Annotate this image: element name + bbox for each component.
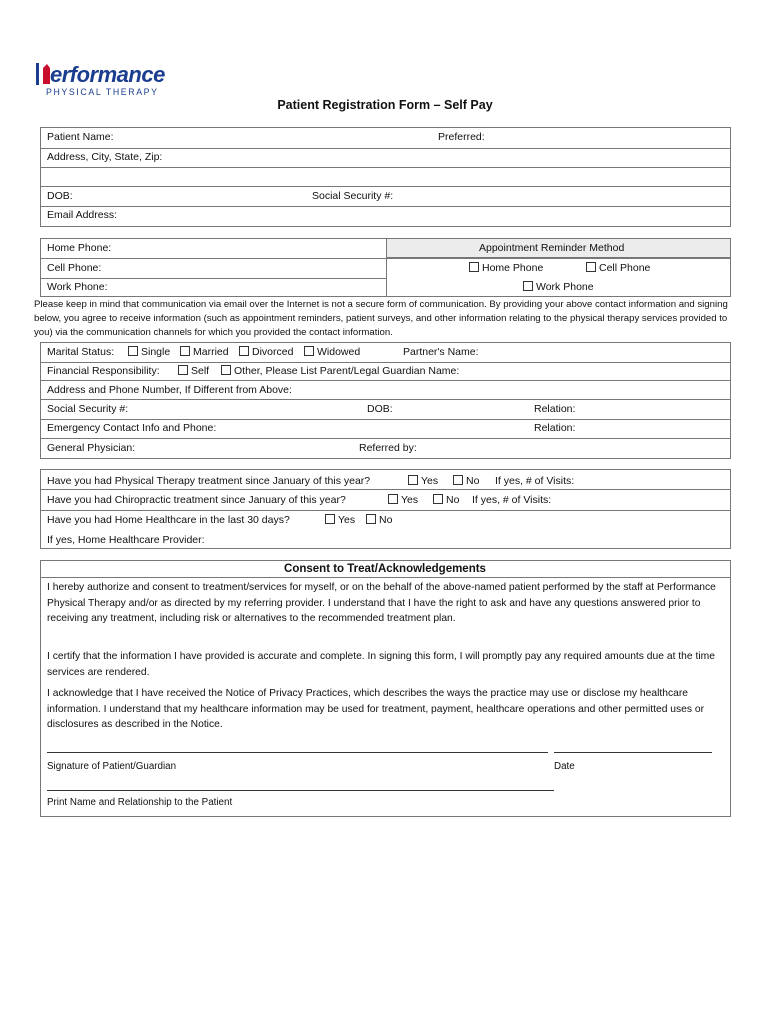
divider xyxy=(40,278,386,279)
preferred-name-field[interactable]: Preferred: xyxy=(438,131,485,143)
home-phone-field[interactable]: Home Phone: xyxy=(47,242,112,254)
checkbox-icon[interactable] xyxy=(388,494,398,504)
guardian-relation-field[interactable]: Relation: xyxy=(534,403,576,415)
divider xyxy=(40,362,731,363)
checkbox-icon[interactable] xyxy=(469,262,479,272)
checkbox-icon[interactable] xyxy=(325,514,335,524)
marital-divorced-option[interactable]: Divorced xyxy=(239,346,293,359)
divider xyxy=(40,489,731,490)
divider xyxy=(40,186,731,187)
checkbox-icon[interactable] xyxy=(366,514,376,524)
divider xyxy=(40,438,731,439)
dob-field[interactable]: DOB: xyxy=(47,190,73,202)
home-health-no-option[interactable]: No xyxy=(366,514,392,527)
marital-single-option[interactable]: Single xyxy=(128,346,170,359)
svg-text:erformance: erformance xyxy=(50,62,165,87)
divider xyxy=(40,167,731,168)
checkbox-icon[interactable] xyxy=(221,365,231,375)
chiro-question: Have you had Chiropractic treatment since January of this year? xyxy=(47,494,346,506)
reminder-work-option[interactable]: Work Phone xyxy=(523,281,594,294)
patient-name-field[interactable]: Patient Name: xyxy=(47,131,114,143)
patient-info-section xyxy=(40,127,731,227)
financial-responsibility-label: Financial Responsibility: xyxy=(47,365,160,377)
reminder-method-header: Appointment Reminder Method xyxy=(479,242,625,254)
privacy-notice: Please keep in mind that communication via email over the Internet is not a secure form of communication. By providing your above contact information and signing below, you agree to receive information (such as appointment reminders, patient surveys, and other information relating to the physical therapy services provided to you) via the communication channels for which you provided the contact information. xyxy=(34,299,728,338)
checkbox-icon[interactable] xyxy=(408,475,418,485)
checkbox-icon[interactable] xyxy=(586,262,596,272)
divider xyxy=(40,148,731,149)
cell-phone-field[interactable]: Cell Phone: xyxy=(47,262,102,274)
checkbox-icon[interactable] xyxy=(178,365,188,375)
consent-heading: Consent to Treat/Acknowledgements xyxy=(284,563,486,575)
emergency-contact-field[interactable]: Emergency Contact Info and Phone: xyxy=(47,422,217,434)
consent-paragraph-privacy: I acknowledge that I have received the Notice of Privacy Practices, which describes the ways the practice may use or disclose my healthcare information. I understand that my healthcare information may be used for treatment, payment, healthcare operations and other permitted uses or disclosures as described in the Notice. xyxy=(47,688,705,730)
referred-by-field[interactable]: Referred by: xyxy=(359,442,417,454)
checkbox-icon[interactable] xyxy=(180,346,190,356)
chiro-visits-field[interactable]: If yes, # of Visits: xyxy=(472,494,552,506)
general-physician-field[interactable]: General Physician: xyxy=(47,442,136,454)
address-field[interactable]: Address, City, State, Zip: xyxy=(47,151,163,163)
divider xyxy=(386,238,387,297)
print-name-label: Print Name and Relationship to the Patient xyxy=(47,797,233,808)
checkbox-icon[interactable] xyxy=(453,475,463,485)
partner-name-field[interactable]: Partner's Name: xyxy=(403,346,479,358)
emergency-relation-field[interactable]: Relation: xyxy=(534,422,576,434)
date-line[interactable] xyxy=(554,752,712,753)
financial-self-option[interactable]: Self xyxy=(178,365,209,378)
performance-logo-icon xyxy=(34,60,204,100)
financial-other-option[interactable]: Other, Please List Parent/Legal Guardian Name: xyxy=(221,365,459,378)
date-label: Date xyxy=(554,761,575,772)
form-title: Patient Registration Form – Self Pay xyxy=(277,98,493,112)
guardian-address-field[interactable]: Address and Phone Number, If Different from Above: xyxy=(47,384,292,396)
divider xyxy=(40,419,731,420)
guardian-dob-field[interactable]: DOB: xyxy=(367,403,393,415)
ssn-field[interactable]: Social Security #: xyxy=(312,190,394,202)
email-field[interactable]: Email Address: xyxy=(47,209,118,221)
pt-question: Have you had Physical Therapy treatment since January of this year? xyxy=(47,475,371,487)
divider xyxy=(40,206,731,207)
marital-status-label: Marital Status: xyxy=(47,346,115,358)
reminder-cell-option[interactable]: Cell Phone xyxy=(586,262,650,275)
checkbox-icon[interactable] xyxy=(128,346,138,356)
signature-label: Signature of Patient/Guardian xyxy=(47,761,177,772)
divider xyxy=(40,510,731,511)
divider xyxy=(40,577,731,578)
marital-widowed-option[interactable]: Widowed xyxy=(304,346,360,359)
divider xyxy=(40,399,731,400)
company-logo xyxy=(34,60,204,100)
chiro-no-option[interactable]: No xyxy=(433,494,459,507)
print-name-line[interactable] xyxy=(47,790,554,791)
pt-visits-field[interactable]: If yes, # of Visits: xyxy=(495,475,575,487)
reminder-home-option[interactable]: Home Phone xyxy=(469,262,543,275)
pt-yes-option[interactable]: Yes xyxy=(408,475,438,488)
guardian-ssn-field[interactable]: Social Security #: xyxy=(47,403,129,415)
work-phone-field[interactable]: Work Phone: xyxy=(47,281,108,293)
home-health-yes-option[interactable]: Yes xyxy=(325,514,355,527)
pt-no-option[interactable]: No xyxy=(453,475,479,488)
checkbox-icon[interactable] xyxy=(523,281,533,291)
consent-paragraph-authorize: I hereby authorize and consent to treatment/services for myself, or on the behalf of the above-named patient performed by the staff at Performance Physical Therapy and/or as directed by my referring provider. I understand that I have the right to ask and have any questions answered prior to receiving any treatment, including risk or alternatives to the recommended treatment plan. xyxy=(47,582,716,624)
checkbox-icon[interactable] xyxy=(239,346,249,356)
checkbox-icon[interactable] xyxy=(304,346,314,356)
consent-paragraph-certify: I certify that the information I have provided is accurate and complete. In signing this form, I will promptly pay any required amounts due at the time services are rendered. xyxy=(47,651,715,678)
divider xyxy=(40,380,731,381)
divider xyxy=(40,258,731,259)
checkbox-icon[interactable] xyxy=(433,494,443,504)
home-health-question: Have you had Home Healthcare in the last 30 days? xyxy=(47,514,290,526)
home-health-provider-field[interactable]: If yes, Home Healthcare Provider: xyxy=(47,534,205,546)
marital-married-option[interactable]: Married xyxy=(180,346,229,359)
signature-line[interactable] xyxy=(47,752,548,753)
svg-text:PHYSICAL THERAPY: PHYSICAL THERAPY xyxy=(46,87,159,97)
chiro-yes-option[interactable]: Yes xyxy=(388,494,418,507)
